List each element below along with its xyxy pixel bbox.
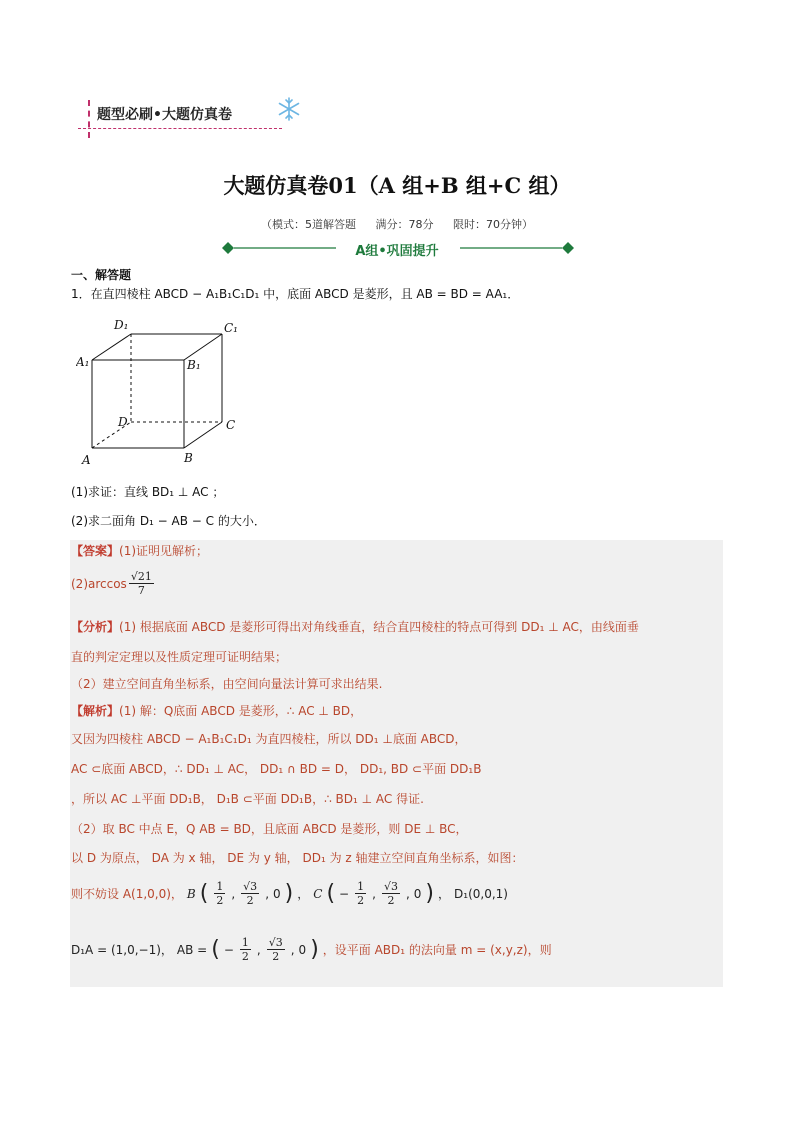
solution-line-8: D₁A = (1,0,−1)， AB = ( − $\frac{1}{2}$ , $\frac{√3}{2}$ , 0 ) ，设平面 ABD₁ 的法向量 m = (x,y,z)，则 [71, 936, 552, 963]
analysis-text-1: (1) 根据底面 ABCD 是菱形可得出对角线垂直，结合直四棱柱的特点可得到 DD₁ ⊥ AC，由线面垂 [119, 620, 639, 634]
answer-fraction [129, 570, 154, 597]
c-y-den: 2 [387, 894, 395, 907]
solution-line-1 [71, 702, 362, 719]
ab-y-den: 2 [272, 950, 280, 963]
answer-tag: 【答案】 [71, 544, 120, 558]
ab-x-num: 1 [241, 936, 249, 949]
c-z: 0 [413, 886, 422, 901]
vector-d1a: D₁A = (1,0,−1)， [71, 943, 173, 957]
b-y-num: √3 [243, 880, 258, 893]
header-underline [78, 128, 282, 129]
solution-coords-a: 则不妨设 A(1,0,0)， [71, 887, 183, 901]
point-d1: D₁(0,0,1) [454, 886, 508, 901]
ab-x-den: 2 [241, 950, 249, 963]
analysis-tag: 【分析】 [71, 620, 120, 634]
b-y-den: 2 [246, 894, 254, 907]
solution-tag: 【解析】 [71, 704, 120, 718]
c-x-den: 2 [357, 894, 365, 907]
answer-part-2: (2)arccos [71, 576, 127, 591]
analysis-line-2: 直的判定定理以及性质定理可证明结果； [71, 650, 288, 664]
point-c-label: C [313, 886, 323, 901]
solution-line-6: 以 D 为原点， DA 为 x 轴， DE 为 y 轴， DD₁ 为 z 轴建立空间直角坐标系，如图： [71, 851, 524, 865]
snowflake-icon [276, 96, 302, 122]
b-x-den: 2 [216, 894, 224, 907]
header-tagline: 题型必刷•大题仿真卷 [97, 107, 232, 123]
page-title: 大题仿真卷01（A 组+B 组+C 组） [223, 173, 571, 198]
analysis-line-1 [71, 618, 639, 635]
question-text: 1．在直四棱柱 ABCD − A₁B₁C₁D₁ 中，底面 ABCD 是菱形，且 AB = BD = AA₁． [71, 287, 520, 301]
b-x-num: 1 [216, 880, 224, 893]
exam-time: 限时：70分钟） [453, 218, 533, 231]
b-z: 0 [273, 886, 281, 901]
exam-info [0, 216, 794, 232]
vector-ab-label: AB = [176, 942, 208, 957]
label-d: D [118, 415, 128, 429]
fraction-denominator: 7 [137, 584, 145, 597]
label-a: A [82, 453, 91, 467]
c-y-num: √3 [383, 880, 398, 893]
analysis-line-3: （2）建立空间直角坐标系，由空间向量法计算可求出结果. [71, 677, 383, 691]
section-label: A组•巩固提升 [355, 244, 439, 259]
solution-line-4: ，所以 AC ⊥平面 DD₁B， D₁B ⊂平面 DD₁B，∴ BD₁ ⊥ AC 得证. [71, 792, 424, 806]
fraction-numerator: √21 [130, 570, 152, 583]
solution-line-3: AC ⊂底面 ABCD，∴ DD₁ ⊥ AC， DD₁ ∩ BD = D， DD₁, BD ⊂平面 DD₁B [71, 762, 482, 776]
solution-text-1: (1) 解：Q底面 ABCD 是菱形，∴ AC ⊥ BD， [119, 704, 363, 718]
label-d1: D₁ [114, 318, 129, 332]
label-c1: C₁ [224, 321, 238, 335]
paren-open: ( [199, 881, 209, 906]
paren-close: ) [284, 881, 294, 906]
prism-figure [76, 316, 246, 471]
solution-line-7: 则不妨设 A(1,0,0)， B ( $\frac{1}{2}$ , $\frac{√3}{2}$ , 0 ) ， C ( − $\frac{1}{2}$ , $\frac{√3}{2}$ , 0 ) ， D₁(0,0,1) [71, 880, 508, 907]
label-b: B [184, 451, 193, 465]
answer-part-1: (1)证明见解析； [119, 544, 209, 558]
solution-line-2: 又因为四棱柱 ABCD − A₁B₁C₁D₁ 为直四棱柱，所以 DD₁ ⊥底面 ABCD， [71, 732, 467, 746]
label-b1: B₁ [187, 358, 201, 372]
answer-line-2 [71, 570, 156, 597]
answer-line-1 [71, 542, 208, 559]
normal-vector-text: ，设平面 ABD₁ 的法向量 m = (x,y,z)，则 [322, 943, 552, 957]
subquestion-1: (1)求证：直线 BD₁ ⊥ AC ； [71, 485, 225, 499]
label-a1: A₁ [76, 355, 90, 369]
header-accent-line [88, 100, 90, 138]
exam-score: 满分：78分 [375, 218, 434, 231]
ab-z: 0 [298, 942, 307, 957]
c-x-num: 1 [357, 880, 365, 893]
exam-mode: （模式：5道解答题 [261, 218, 356, 231]
label-c: C [226, 418, 236, 432]
section-heading: 一、解答题 [71, 268, 132, 282]
ab-y-num: √3 [268, 936, 283, 949]
subquestion-2: (2)求二面角 D₁ − AB − C 的大小． [71, 514, 266, 528]
solution-line-5: （2）取 BC 中点 E，Q AB = BD，且底面 ABCD 是菱形，则 DE ⊥ BC， [71, 822, 468, 836]
point-b-label: B [186, 886, 196, 901]
